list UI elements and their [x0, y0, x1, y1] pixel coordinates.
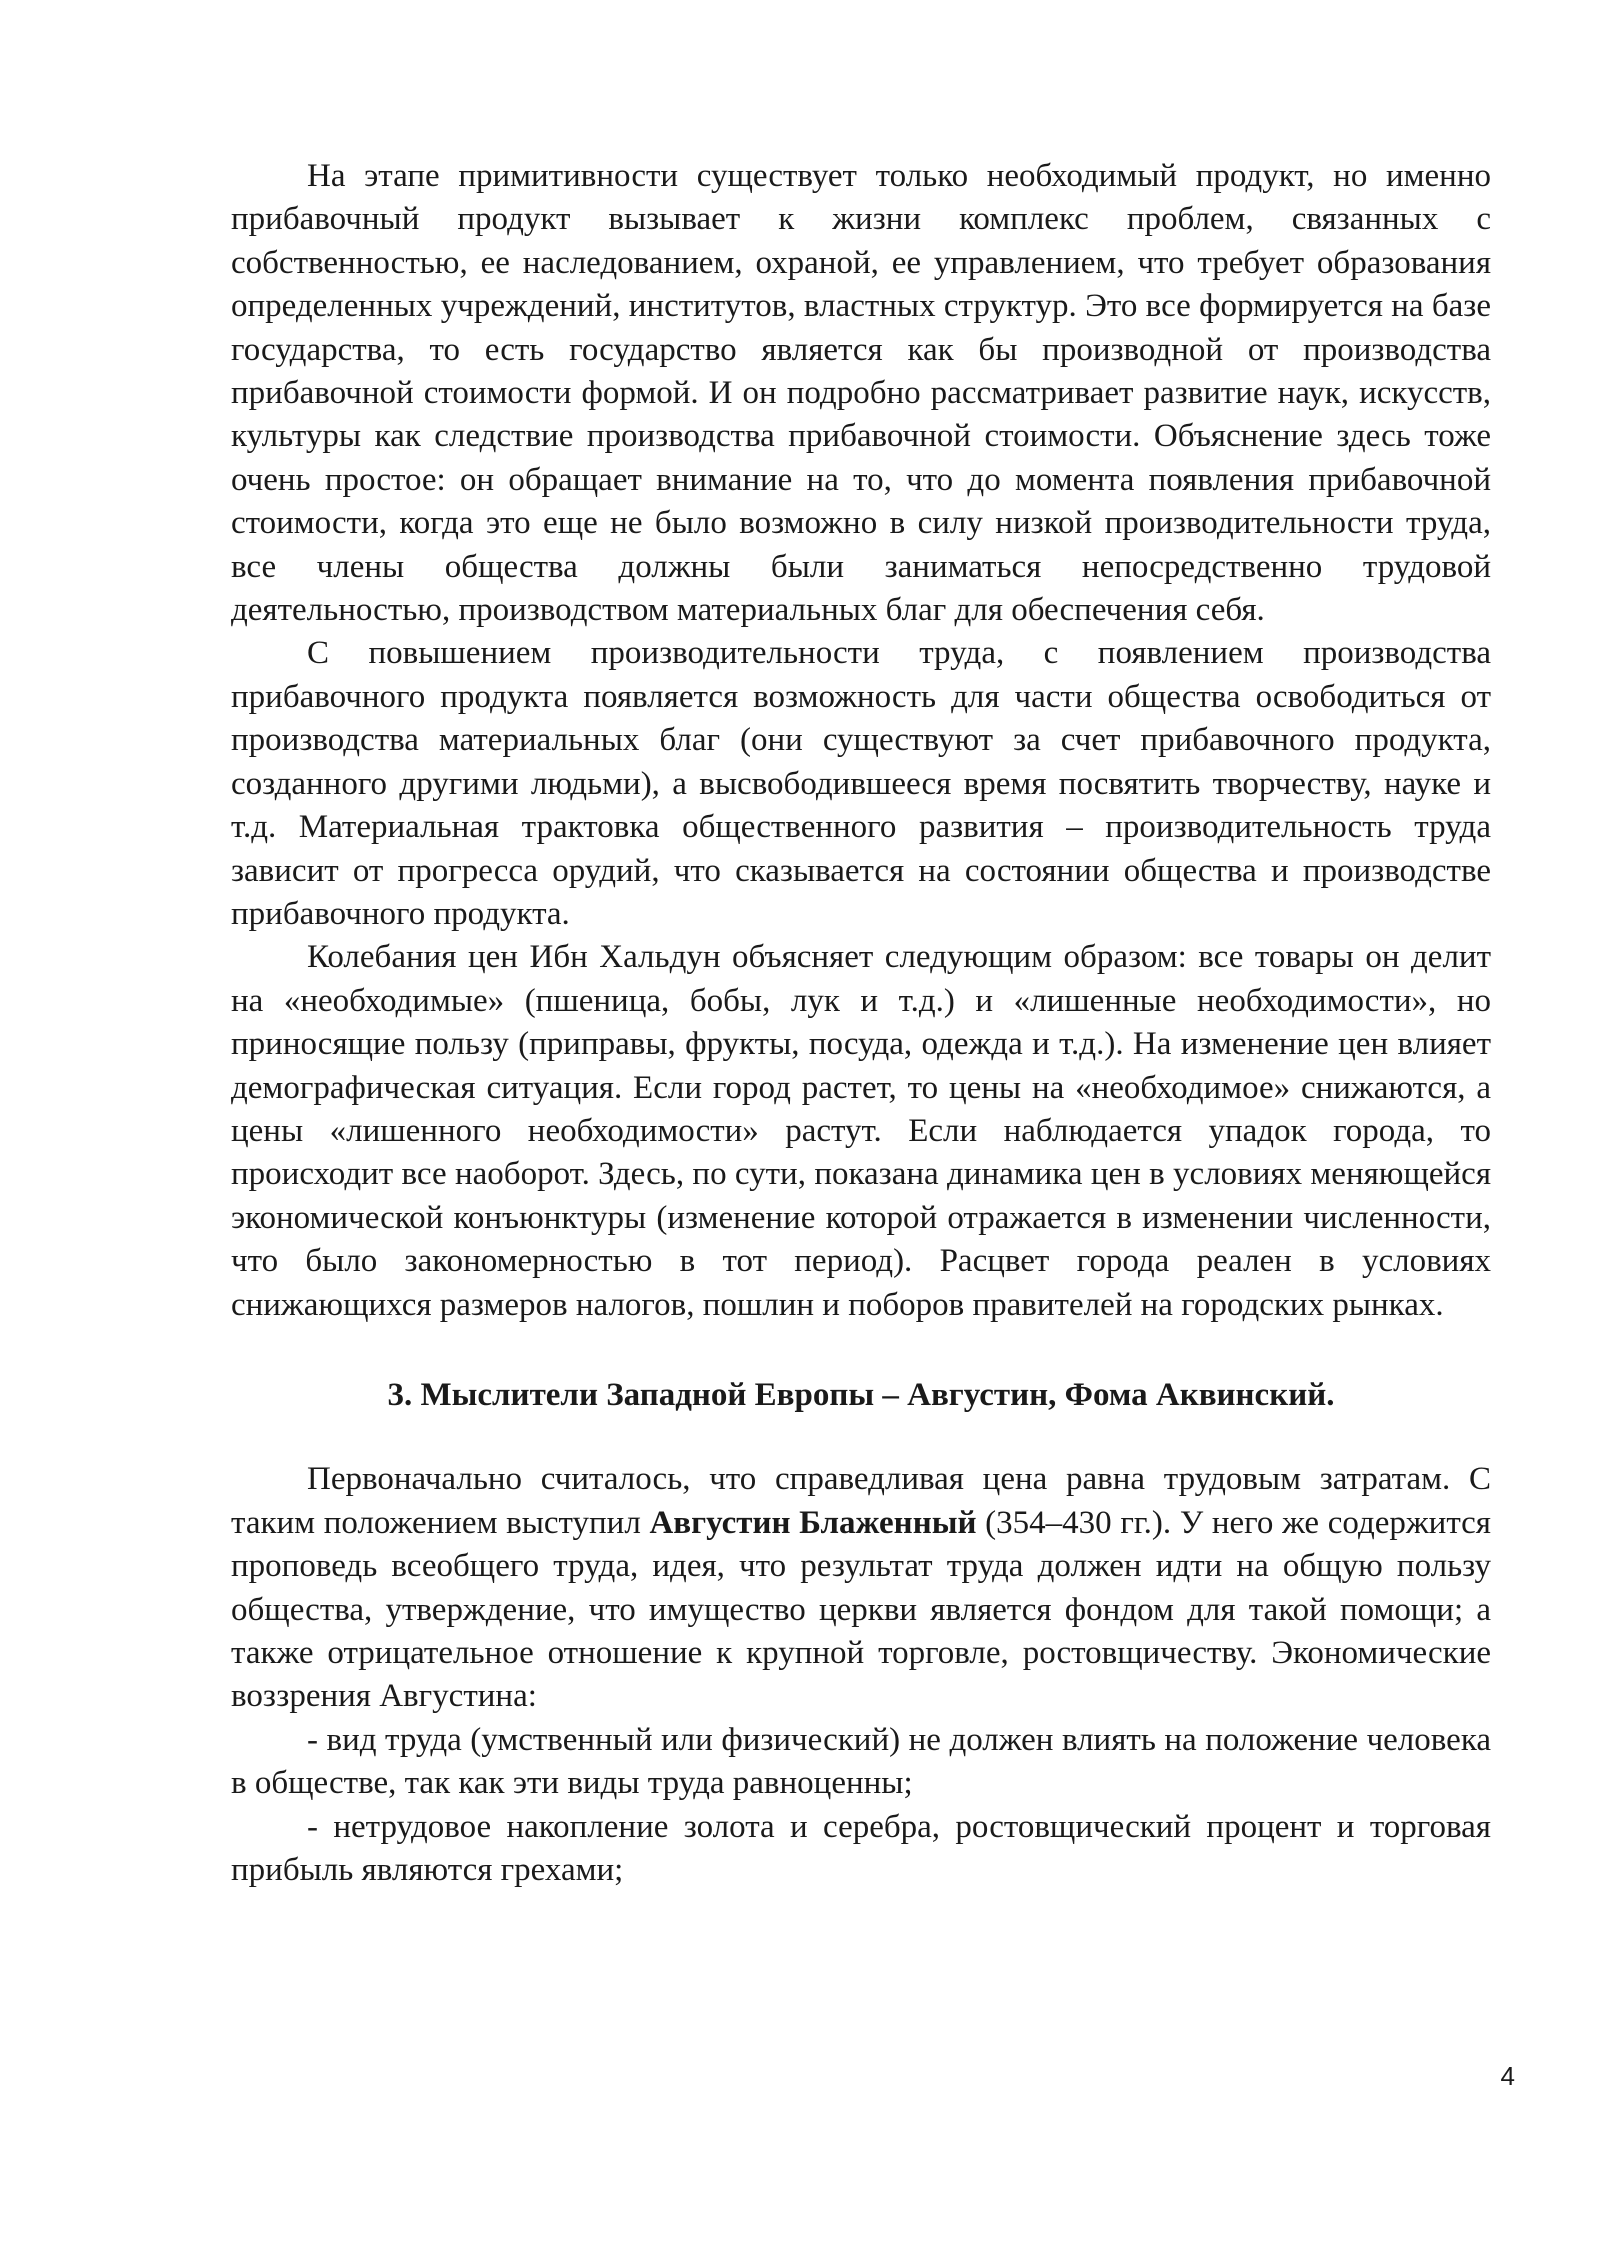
paragraph-augustine [231, 1458, 1491, 1718]
paragraph-surplus-product: На этапе примитивности существует только необходимый продукт, но именно прибавочный продукт вызывает к жизни комплекс проблем, связанных с собственностью, ее наследованием, охраной, ее управлением, что требует образования определенных учреждений, институтов, властных структур. Это все формируется на базе государства, то есть государство является как бы производной от производства прибавочной стоимости формой. И он подробно рассматривает развитие наук, искусств, культуры как следствие производства прибавочной стоимости. Объяснение здесь тоже очень простое: он обращает внимание на то, что до момента появления прибавочной стоимости, когда это еще не было возможно в силу низкой производительности труда, все члены общества должны были заниматься непосредственно трудовой деятельностью, производством материальных благ для обеспечения себя. [231, 158, 1491, 629]
page-number: 4 [1500, 2061, 1515, 2091]
paragraph-price-fluctuations: Колебания цен Ибн Хальдун объясняет следующим образом: все товары он делит на «необходимые» (пшеница, бобы, лук и т.д.) и «лишенные необходимости», но приносящие пользу (приправы, фрукты, посуда, одежда и т.д.). На изменение цен влияет демографическая ситуация. Если город растет, то цены на «необходимое» снижаются, а цены «лишенного необходимости» растут. Если наблюдается упадок города, то происходит все наоборот. Здесь, по сути, показана динамика цен в условиях меняющейся экономической конъюнктуры (изменение которой отражается в изменении численности, что было закономерностью в тот период). Расцвет города реален в условиях снижающихся размеров налогов, пошлин и поборов правителей на городских рынках. [231, 939, 1491, 1323]
augustine-name: Августин Блаженный [649, 1504, 977, 1541]
body-text [231, 155, 1491, 1892]
list-item-sins: - нетрудовое накопление золота и серебра, ростовщический процент и торговая прибыль являются грехами; [231, 1808, 1491, 1889]
section-heading: 3. Мыслители Западной Европы – Августин, Фома Аквинский. [387, 1376, 1335, 1413]
augustine-text-after: (354–430 гг.). У него же содержится проповедь всеобщего труда, идея, что результат труда должен идти на общую пользу общества, утверждение, что имущество церкви является фондом для такой помощи; а также отрицательное отношение к крупной торговле, ростовщичеству. Экономические воззрения Августина: [231, 1504, 1491, 1715]
paragraph-productivity: С повышением производительности труда, с появлением производства прибавочного продукта появляется возможность для части общества освободиться от производства материальных благ (они существуют за счет прибавочного продукта, созданного другими людьми), а высвободившееся время посвятить творчеству, науке и т.д. Материальная трактовка общественного развития – производительность труда зависит от прогресса орудий, что сказывается на состоянии общества и производстве прибавочного продукта. [231, 635, 1491, 932]
augustine-text-before: Первоначально считалось, что справедливая цена равна трудовым затратам. С таким положением выступил [231, 1461, 1491, 1541]
list-item-labor-types: - вид труда (умственный или физический) не должен влиять на положение человека в обществе, так как эти виды труда равноценны; [231, 1721, 1491, 1802]
